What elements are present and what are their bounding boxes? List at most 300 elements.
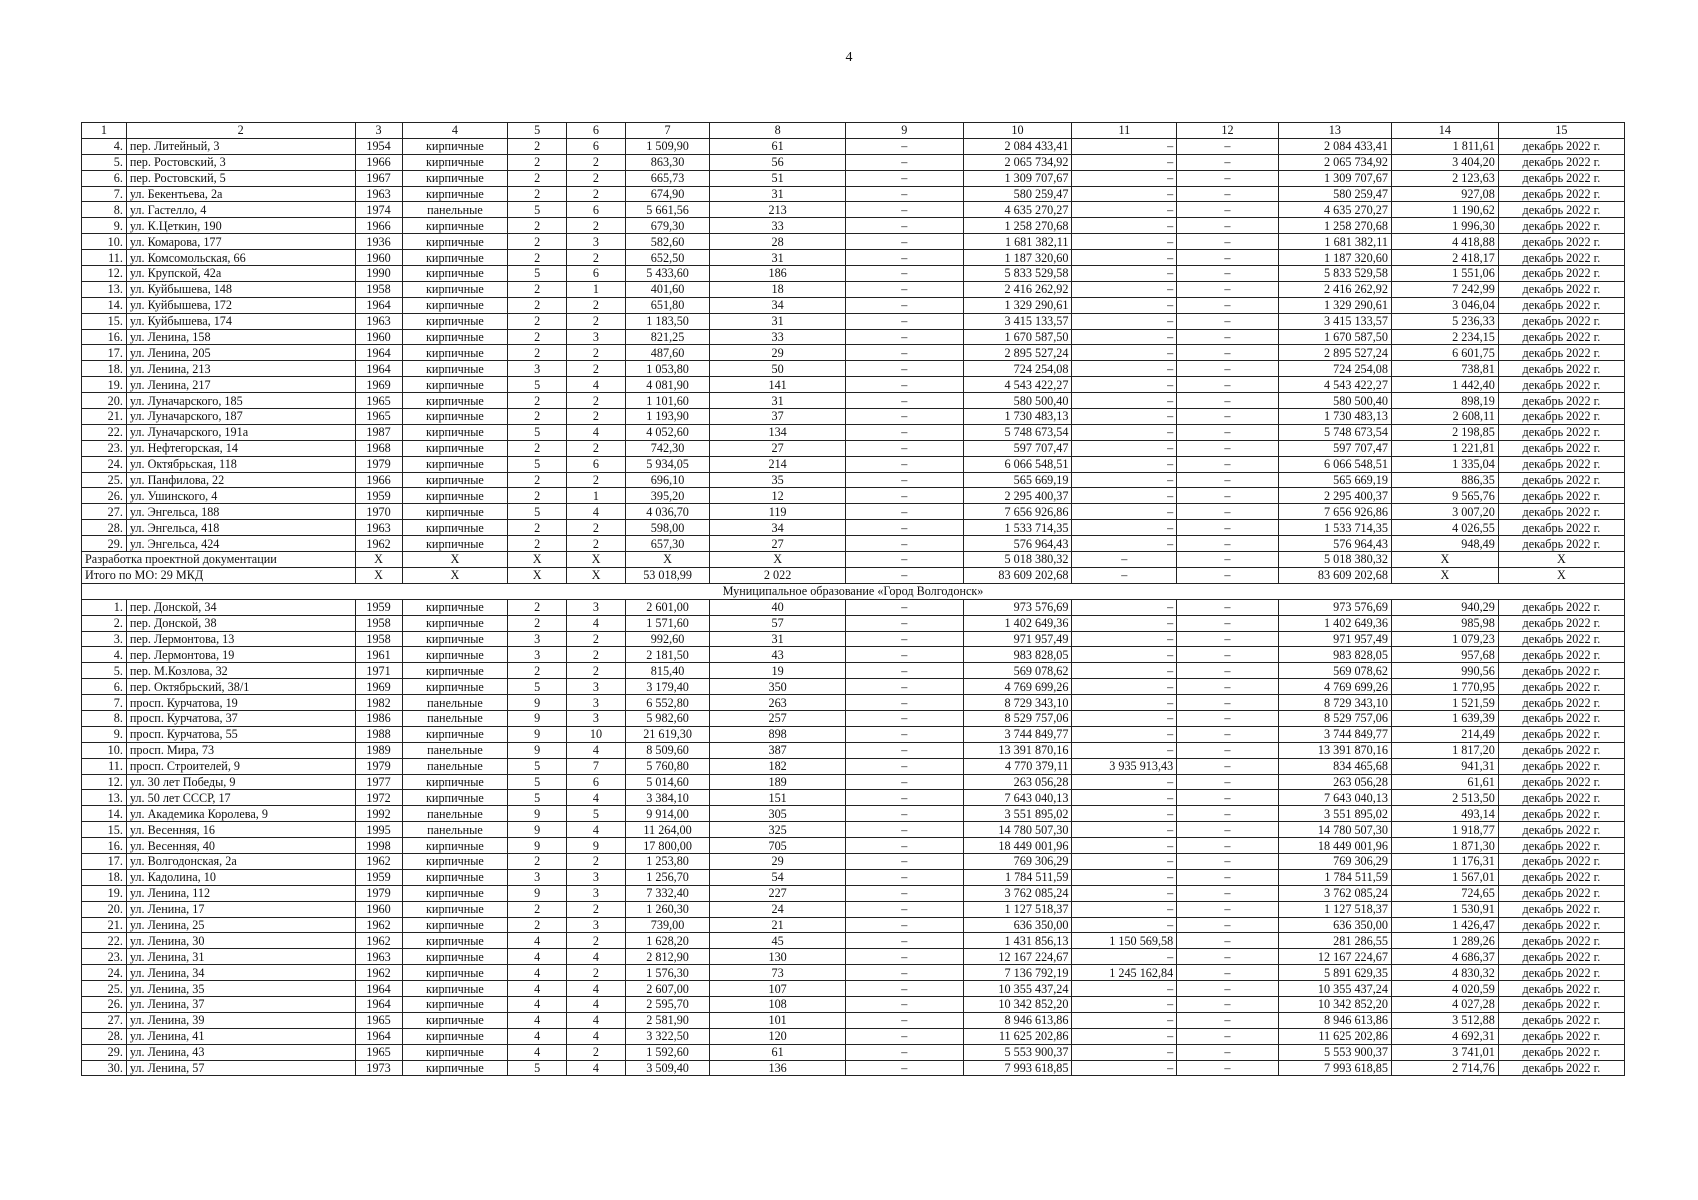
cell-col-11: – bbox=[1072, 409, 1177, 425]
table-row bbox=[82, 885, 1625, 901]
cell-col-3: 1969 bbox=[355, 679, 402, 695]
cell-col-11: – bbox=[1072, 138, 1177, 154]
cell-col-6: 2 bbox=[567, 313, 626, 329]
cell-col-9: – bbox=[845, 1044, 963, 1060]
cell-col-1: 29. bbox=[82, 536, 127, 552]
cell-col-9: – bbox=[845, 250, 963, 266]
cell-col-8: 24 bbox=[710, 901, 846, 917]
cell-col-14: 7 242,99 bbox=[1391, 281, 1498, 297]
cell-col-9: – bbox=[845, 949, 963, 965]
cell-col-9: – bbox=[845, 774, 963, 790]
cell-col-15: декабрь 2022 г. bbox=[1498, 853, 1624, 869]
cell-col-12: – bbox=[1177, 949, 1279, 965]
cell-col-2: ул. Ленина, 41 bbox=[126, 1028, 355, 1044]
cell-col-1: 22. bbox=[82, 933, 127, 949]
cell-col-10: 12 167 224,67 bbox=[963, 949, 1072, 965]
table-row bbox=[82, 202, 1625, 218]
cell-col-3: 1979 bbox=[355, 885, 402, 901]
column-header-7: 7 bbox=[625, 123, 709, 139]
cell-col-11: – bbox=[1072, 345, 1177, 361]
cell-col-4: кирпичные bbox=[402, 520, 508, 536]
cell-col-15: декабрь 2022 г. bbox=[1498, 329, 1624, 345]
cell-col-12: – bbox=[1177, 806, 1279, 822]
table-row bbox=[82, 901, 1625, 917]
cell-col-10: 2 416 262,92 bbox=[963, 281, 1072, 297]
cell-col-3: 1969 bbox=[355, 377, 402, 393]
cell-col-8: 182 bbox=[710, 758, 846, 774]
cell-col-12: – bbox=[1177, 663, 1279, 679]
table-row bbox=[82, 1060, 1625, 1076]
table-row bbox=[82, 726, 1625, 742]
cell-col-2: ул. Ленина, 217 bbox=[126, 377, 355, 393]
cell-col-8: 56 bbox=[710, 154, 846, 170]
cell-col-10: 5 018 380,32 bbox=[963, 552, 1072, 568]
cell-col-8: 213 bbox=[710, 202, 846, 218]
cell-col-9: – bbox=[845, 1060, 963, 1076]
cell-col-2: ул. Волгодонская, 2а bbox=[126, 853, 355, 869]
cell-col-9: – bbox=[845, 520, 963, 536]
cell-col-10: 11 625 202,86 bbox=[963, 1028, 1072, 1044]
cell-col-6: 3 bbox=[567, 329, 626, 345]
section-title: Муниципальное образование «Город Волгодонск» bbox=[82, 583, 1625, 599]
cell-col-10: 971 957,49 bbox=[963, 631, 1072, 647]
cell-col-11: – bbox=[1072, 456, 1177, 472]
cell-col-10: 580 500,40 bbox=[963, 393, 1072, 409]
cell-col-2: ул. 30 лет Победы, 9 bbox=[126, 774, 355, 790]
cell-col-1: 19. bbox=[82, 377, 127, 393]
table-row bbox=[82, 345, 1625, 361]
cell-col-13: 580 259,47 bbox=[1278, 186, 1391, 202]
cell-col-7: 5 982,60 bbox=[625, 710, 709, 726]
cell-col-10: 1 309 707,67 bbox=[963, 170, 1072, 186]
cell-col-5: 2 bbox=[508, 853, 567, 869]
cell-col-9: – bbox=[845, 186, 963, 202]
cell-col-1: 2. bbox=[82, 615, 127, 631]
cell-col-15: декабрь 2022 г. bbox=[1498, 774, 1624, 790]
cell-col-4: кирпичные bbox=[402, 885, 508, 901]
cell-col-15: X bbox=[1498, 567, 1624, 583]
cell-col-15: декабрь 2022 г. bbox=[1498, 695, 1624, 711]
cell-col-2: ул. Ленина, 213 bbox=[126, 361, 355, 377]
cell-col-5: 2 bbox=[508, 297, 567, 313]
cell-col-2: ул. Комарова, 177 bbox=[126, 234, 355, 250]
cell-col-3: 1959 bbox=[355, 599, 402, 615]
cell-col-1: 14. bbox=[82, 297, 127, 313]
cell-col-11: – bbox=[1072, 424, 1177, 440]
cell-col-13: 7 656 926,86 bbox=[1278, 504, 1391, 520]
table-row bbox=[82, 742, 1625, 758]
cell-col-12: – bbox=[1177, 869, 1279, 885]
cell-col-6: 6 bbox=[567, 456, 626, 472]
cell-col-8: 898 bbox=[710, 726, 846, 742]
cell-col-2: ул. Энгельса, 418 bbox=[126, 520, 355, 536]
cell-col-15: декабрь 2022 г. bbox=[1498, 1060, 1624, 1076]
table-row bbox=[82, 456, 1625, 472]
cell-col-4: кирпичные bbox=[402, 647, 508, 663]
cell-col-6: X bbox=[567, 552, 626, 568]
cell-col-8: 136 bbox=[710, 1060, 846, 1076]
cell-col-13: 983 828,05 bbox=[1278, 647, 1391, 663]
cell-col-15: декабрь 2022 г. bbox=[1498, 1044, 1624, 1060]
cell-col-14: 1 811,61 bbox=[1391, 138, 1498, 154]
cell-col-1: 20. bbox=[82, 901, 127, 917]
cell-col-6: 4 bbox=[567, 742, 626, 758]
table-row bbox=[82, 154, 1625, 170]
cell-col-5: 2 bbox=[508, 520, 567, 536]
cell-col-11: – bbox=[1072, 949, 1177, 965]
cell-col-13: 10 355 437,24 bbox=[1278, 981, 1391, 997]
cell-col-11: – bbox=[1072, 377, 1177, 393]
cell-col-15: декабрь 2022 г. bbox=[1498, 520, 1624, 536]
cell-col-15: декабрь 2022 г. bbox=[1498, 965, 1624, 981]
cell-col-15: декабрь 2022 г. bbox=[1498, 409, 1624, 425]
cell-col-13: 597 707,47 bbox=[1278, 440, 1391, 456]
cell-col-13: 8 729 343,10 bbox=[1278, 695, 1391, 711]
cell-col-6: 6 bbox=[567, 138, 626, 154]
cell-col-7: 2 581,90 bbox=[625, 1012, 709, 1028]
cell-col-5: 2 bbox=[508, 917, 567, 933]
cell-col-11: – bbox=[1072, 869, 1177, 885]
cell-col-4: панельные bbox=[402, 758, 508, 774]
cell-col-13: 580 500,40 bbox=[1278, 393, 1391, 409]
design-documentation-row bbox=[82, 552, 1625, 568]
cell-col-7: 9 914,00 bbox=[625, 806, 709, 822]
table-row bbox=[82, 965, 1625, 981]
cell-col-6: 4 bbox=[567, 615, 626, 631]
cell-col-13: 263 056,28 bbox=[1278, 774, 1391, 790]
cell-col-7: 5 661,56 bbox=[625, 202, 709, 218]
cell-col-11: – bbox=[1072, 695, 1177, 711]
column-header-14: 14 bbox=[1391, 123, 1498, 139]
cell-col-8: 51 bbox=[710, 170, 846, 186]
cell-col-10: 7 136 792,19 bbox=[963, 965, 1072, 981]
cell-col-4: кирпичные bbox=[402, 456, 508, 472]
cell-col-13: 834 465,68 bbox=[1278, 758, 1391, 774]
cell-col-8: 34 bbox=[710, 297, 846, 313]
table-row bbox=[82, 790, 1625, 806]
cell-col-12: – bbox=[1177, 885, 1279, 901]
table-row bbox=[82, 313, 1625, 329]
cell-col-6: 2 bbox=[567, 520, 626, 536]
cell-col-14: 4 692,31 bbox=[1391, 1028, 1498, 1044]
cell-col-11: – bbox=[1072, 440, 1177, 456]
cell-col-9: – bbox=[845, 345, 963, 361]
cell-col-8: 29 bbox=[710, 853, 846, 869]
cell-col-8: 108 bbox=[710, 996, 846, 1012]
cell-col-6: 2 bbox=[567, 631, 626, 647]
cell-col-12: – bbox=[1177, 679, 1279, 695]
cell-col-2: пер. Лермонтова, 13 bbox=[126, 631, 355, 647]
cell-col-1: 21. bbox=[82, 917, 127, 933]
cell-col-9: – bbox=[845, 1028, 963, 1044]
cell-col-15: декабрь 2022 г. bbox=[1498, 631, 1624, 647]
cell-col-7: 1 193,90 bbox=[625, 409, 709, 425]
cell-col-12: – bbox=[1177, 504, 1279, 520]
cell-col-1: 8. bbox=[82, 202, 127, 218]
cell-col-11: – bbox=[1072, 790, 1177, 806]
cell-col-9: – bbox=[845, 885, 963, 901]
cell-col-12: – bbox=[1177, 567, 1279, 583]
cell-col-11: – bbox=[1072, 996, 1177, 1012]
cell-col-3: 1964 bbox=[355, 996, 402, 1012]
cell-col-6: 3 bbox=[567, 695, 626, 711]
cell-col-9: – bbox=[845, 917, 963, 933]
cell-col-2: ул. Панфилова, 22 bbox=[126, 472, 355, 488]
cell-col-13: 1 402 649,36 bbox=[1278, 615, 1391, 631]
cell-col-7: 665,73 bbox=[625, 170, 709, 186]
cell-col-1: 3. bbox=[82, 631, 127, 647]
cell-col-15: декабрь 2022 г. bbox=[1498, 345, 1624, 361]
cell-col-11: – bbox=[1072, 1044, 1177, 1060]
cell-col-12: – bbox=[1177, 313, 1279, 329]
cell-col-3: 1958 bbox=[355, 281, 402, 297]
cell-col-7: 2 812,90 bbox=[625, 949, 709, 965]
column-header-10: 10 bbox=[963, 123, 1072, 139]
cell-col-15: декабрь 2022 г. bbox=[1498, 996, 1624, 1012]
cell-col-5: 9 bbox=[508, 806, 567, 822]
table-row bbox=[82, 838, 1625, 854]
cell-col-12: – bbox=[1177, 345, 1279, 361]
cell-col-8: 28 bbox=[710, 234, 846, 250]
cell-col-8: 19 bbox=[710, 663, 846, 679]
cell-col-1: 9. bbox=[82, 218, 127, 234]
cell-col-5: 5 bbox=[508, 774, 567, 790]
cell-col-14: 2 123,63 bbox=[1391, 170, 1498, 186]
cell-col-7: 1 509,90 bbox=[625, 138, 709, 154]
cell-col-4: кирпичные bbox=[402, 266, 508, 282]
cell-col-3: 1990 bbox=[355, 266, 402, 282]
table-row bbox=[82, 281, 1625, 297]
cell-col-6: 2 bbox=[567, 154, 626, 170]
table-row bbox=[82, 774, 1625, 790]
cell-col-6: 4 bbox=[567, 949, 626, 965]
cell-col-6: 6 bbox=[567, 202, 626, 218]
cell-col-8: 120 bbox=[710, 1028, 846, 1044]
cell-col-3: 1971 bbox=[355, 663, 402, 679]
cell-col-9: – bbox=[845, 409, 963, 425]
cell-col-2: ул. Ленина, 30 bbox=[126, 933, 355, 949]
cell-col-14: X bbox=[1391, 552, 1498, 568]
cell-col-13: 12 167 224,67 bbox=[1278, 949, 1391, 965]
cell-col-11: – bbox=[1072, 917, 1177, 933]
cell-col-13: 1 730 483,13 bbox=[1278, 409, 1391, 425]
cell-col-9: – bbox=[845, 1012, 963, 1028]
cell-col-8: 31 bbox=[710, 313, 846, 329]
cell-col-14: 5 236,33 bbox=[1391, 313, 1498, 329]
cell-col-11: – bbox=[1072, 631, 1177, 647]
cell-col-9: – bbox=[845, 790, 963, 806]
cell-col-15: декабрь 2022 г. bbox=[1498, 869, 1624, 885]
table-row bbox=[82, 329, 1625, 345]
cell-col-11: – bbox=[1072, 1012, 1177, 1028]
cell-col-11: – bbox=[1072, 297, 1177, 313]
cell-col-6: 4 bbox=[567, 1060, 626, 1076]
cell-col-8: 34 bbox=[710, 520, 846, 536]
cell-col-5: 2 bbox=[508, 281, 567, 297]
cell-col-8: 101 bbox=[710, 1012, 846, 1028]
cell-col-8: 50 bbox=[710, 361, 846, 377]
cell-col-12: – bbox=[1177, 1028, 1279, 1044]
cell-col-13: 1 329 290,61 bbox=[1278, 297, 1391, 313]
cell-col-9: – bbox=[845, 710, 963, 726]
table-row bbox=[82, 424, 1625, 440]
cell-col-2: ул. 50 лет СССР, 17 bbox=[126, 790, 355, 806]
cell-col-14: 1 176,31 bbox=[1391, 853, 1498, 869]
cell-col-11: – bbox=[1072, 472, 1177, 488]
cell-col-5: 2 bbox=[508, 186, 567, 202]
cell-col-6: 2 bbox=[567, 647, 626, 663]
cell-col-6: 3 bbox=[567, 679, 626, 695]
cell-col-4: панельные bbox=[402, 742, 508, 758]
cell-col-14: 61,61 bbox=[1391, 774, 1498, 790]
cell-col-14: 957,68 bbox=[1391, 647, 1498, 663]
cell-col-5: 5 bbox=[508, 679, 567, 695]
cell-col-9: – bbox=[845, 869, 963, 885]
table-row bbox=[82, 758, 1625, 774]
cell-col-6: 4 bbox=[567, 1012, 626, 1028]
cell-col-7: 7 332,40 bbox=[625, 885, 709, 901]
cell-col-10: 580 259,47 bbox=[963, 186, 1072, 202]
cell-col-8: 31 bbox=[710, 250, 846, 266]
cell-col-5: 4 bbox=[508, 1028, 567, 1044]
cell-col-8: 31 bbox=[710, 631, 846, 647]
cell-col-5: 2 bbox=[508, 313, 567, 329]
cell-col-6: 4 bbox=[567, 822, 626, 838]
table-row bbox=[82, 822, 1625, 838]
cell-col-15: декабрь 2022 г. bbox=[1498, 424, 1624, 440]
cell-col-1: 15. bbox=[82, 822, 127, 838]
cell-col-10: 1 329 290,61 bbox=[963, 297, 1072, 313]
cell-col-7: 5 433,60 bbox=[625, 266, 709, 282]
cell-col-5: 5 bbox=[508, 266, 567, 282]
cell-col-3: 1959 bbox=[355, 869, 402, 885]
column-header-12: 12 bbox=[1177, 123, 1279, 139]
cell-col-1: 24. bbox=[82, 965, 127, 981]
cell-col-10: 3 415 133,57 bbox=[963, 313, 1072, 329]
cell-col-13: 3 551 895,02 bbox=[1278, 806, 1391, 822]
cell-col-2: ул. Ленина, 43 bbox=[126, 1044, 355, 1060]
cell-col-8: 387 bbox=[710, 742, 846, 758]
cell-col-2: просп. Курчатова, 37 bbox=[126, 710, 355, 726]
cell-col-4: X bbox=[402, 567, 508, 583]
cell-col-2: ул. Ленина, 25 bbox=[126, 917, 355, 933]
cell-col-15: декабрь 2022 г. bbox=[1498, 186, 1624, 202]
cell-col-2: ул. Ленина, 112 bbox=[126, 885, 355, 901]
cell-col-14: 1 918,77 bbox=[1391, 822, 1498, 838]
cell-col-7: 1 253,80 bbox=[625, 853, 709, 869]
cell-col-10: 2 065 734,92 bbox=[963, 154, 1072, 170]
cell-col-8: 705 bbox=[710, 838, 846, 854]
cell-col-1: 26. bbox=[82, 488, 127, 504]
cell-col-7: 3 322,50 bbox=[625, 1028, 709, 1044]
cell-col-11: – bbox=[1072, 329, 1177, 345]
cell-col-5: 2 bbox=[508, 472, 567, 488]
table-row bbox=[82, 679, 1625, 695]
cell-col-9: – bbox=[845, 822, 963, 838]
cell-col-14: 4 020,59 bbox=[1391, 981, 1498, 997]
cell-col-7: 21 619,30 bbox=[625, 726, 709, 742]
cell-col-2: ул. Гастелло, 4 bbox=[126, 202, 355, 218]
cell-col-3: 1963 bbox=[355, 949, 402, 965]
cell-col-4: кирпичные bbox=[402, 901, 508, 917]
cell-col-9: – bbox=[845, 297, 963, 313]
cell-col-2: ул. Ленина, 31 bbox=[126, 949, 355, 965]
cell-col-5: 9 bbox=[508, 695, 567, 711]
cell-col-9: – bbox=[845, 806, 963, 822]
cell-col-12: – bbox=[1177, 981, 1279, 997]
cell-col-5: 3 bbox=[508, 869, 567, 885]
cell-col-12: – bbox=[1177, 456, 1279, 472]
cell-col-1: 21. bbox=[82, 409, 127, 425]
cell-col-1: 16. bbox=[82, 329, 127, 345]
cell-col-2: ул. К.Цеткин, 190 bbox=[126, 218, 355, 234]
cell-col-2: ул. Ленина, 17 bbox=[126, 901, 355, 917]
cell-col-15: декабрь 2022 г. bbox=[1498, 615, 1624, 631]
cell-col-4: панельные bbox=[402, 710, 508, 726]
cell-col-6: 2 bbox=[567, 250, 626, 266]
cell-col-11: – bbox=[1072, 663, 1177, 679]
cell-col-3: 1974 bbox=[355, 202, 402, 218]
cell-col-10: 5 748 673,54 bbox=[963, 424, 1072, 440]
cell-col-10: 2 084 433,41 bbox=[963, 138, 1072, 154]
cell-col-5: 5 bbox=[508, 456, 567, 472]
cell-col-6: 2 bbox=[567, 297, 626, 313]
cell-col-14: 3 007,20 bbox=[1391, 504, 1498, 520]
cell-col-15: декабрь 2022 г. bbox=[1498, 679, 1624, 695]
cell-col-12: – bbox=[1177, 647, 1279, 663]
cell-col-3: 1973 bbox=[355, 1060, 402, 1076]
cell-col-6: 2 bbox=[567, 853, 626, 869]
cell-col-2: пер. Донской, 34 bbox=[126, 599, 355, 615]
cell-col-15: декабрь 2022 г. bbox=[1498, 710, 1624, 726]
cell-col-11: – bbox=[1072, 774, 1177, 790]
cell-col-5: 5 bbox=[508, 1060, 567, 1076]
cell-col-14: 1 079,23 bbox=[1391, 631, 1498, 647]
cell-col-1: 23. bbox=[82, 440, 127, 456]
table-row bbox=[82, 440, 1625, 456]
cell-col-6: 2 bbox=[567, 393, 626, 409]
cell-col-14: 493,14 bbox=[1391, 806, 1498, 822]
cell-col-9: – bbox=[845, 202, 963, 218]
cell-col-13: 2 065 734,92 bbox=[1278, 154, 1391, 170]
cell-col-14: 4 418,88 bbox=[1391, 234, 1498, 250]
cell-col-5: 2 bbox=[508, 663, 567, 679]
cell-col-6: 4 bbox=[567, 790, 626, 806]
cell-col-10: 8 729 343,10 bbox=[963, 695, 1072, 711]
cell-col-1: 28. bbox=[82, 1028, 127, 1044]
cell-col-9: – bbox=[845, 329, 963, 345]
cell-col-14: 990,56 bbox=[1391, 663, 1498, 679]
cell-col-6: 4 bbox=[567, 504, 626, 520]
cell-col-10: 1 681 382,11 bbox=[963, 234, 1072, 250]
cell-col-1: 10. bbox=[82, 234, 127, 250]
cell-col-1: 11. bbox=[82, 758, 127, 774]
cell-col-4: кирпичные bbox=[402, 234, 508, 250]
cell-col-3: 1962 bbox=[355, 933, 402, 949]
cell-col-1: 10. bbox=[82, 742, 127, 758]
cell-col-15: декабрь 2022 г. bbox=[1498, 504, 1624, 520]
cell-col-1: 12. bbox=[82, 266, 127, 282]
cell-col-5: X bbox=[508, 552, 567, 568]
cell-col-10: 2 295 400,37 bbox=[963, 488, 1072, 504]
cell-col-14: 1 221,81 bbox=[1391, 440, 1498, 456]
cell-col-6: 4 bbox=[567, 996, 626, 1012]
cell-col-7: 6 552,80 bbox=[625, 695, 709, 711]
cell-col-12: – bbox=[1177, 488, 1279, 504]
cell-col-3: 1972 bbox=[355, 790, 402, 806]
cell-col-14: 1 871,30 bbox=[1391, 838, 1498, 854]
cell-col-13: 4 543 422,27 bbox=[1278, 377, 1391, 393]
